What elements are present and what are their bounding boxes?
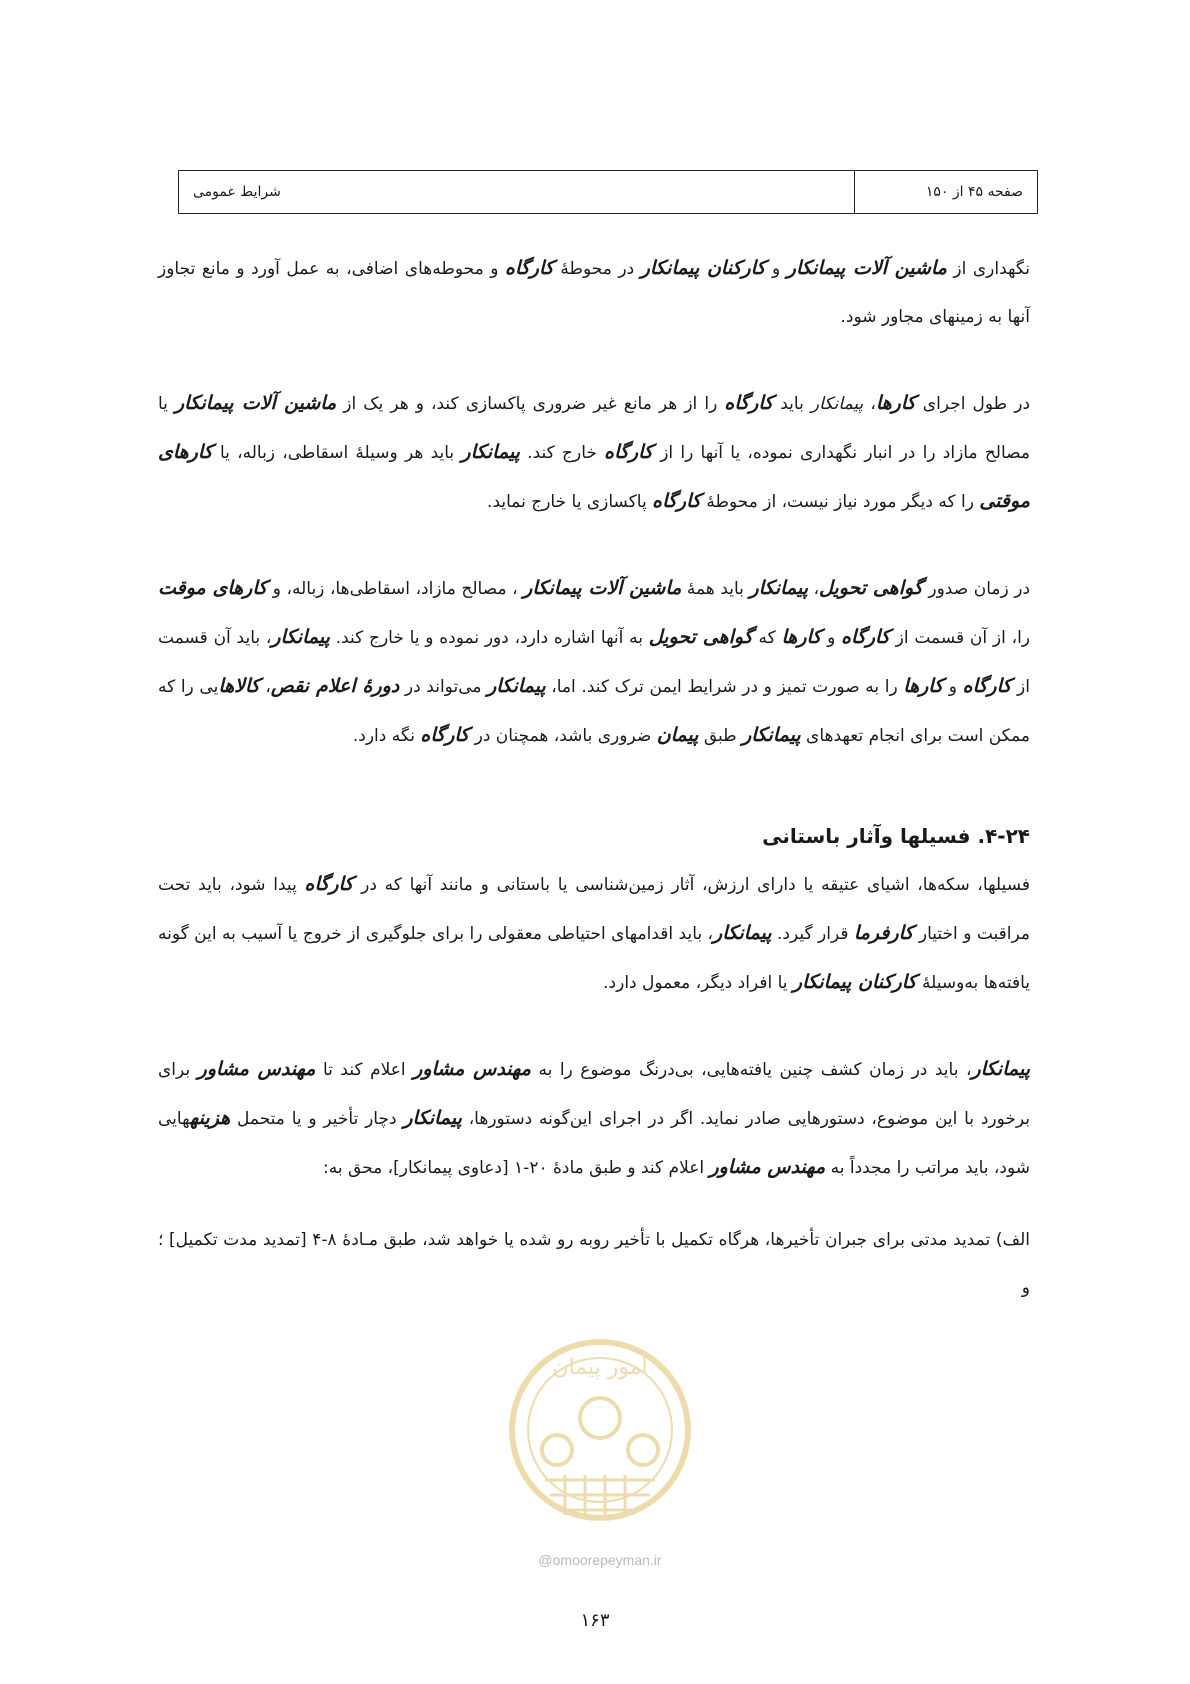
text: ، باید اقدامهای احتیاطی معقولی را برای جلوگیری از خروج یا آسیب به این گونه یافته‌ها به‌وسیلهٔ (158, 924, 1030, 993)
page-header (178, 170, 1038, 214)
text: هایی شود، باید مراتب را مجدداً به (158, 1109, 1030, 1178)
term: کارگاه (505, 257, 554, 279)
term: کارگاه (304, 873, 354, 895)
term: کارفرما (853, 922, 914, 944)
text: را، از آن قسمت از (889, 628, 1030, 648)
term: پیمانکار (971, 1058, 1030, 1080)
term: ماشین آلات پیمانکار (175, 392, 337, 414)
term: کارگاه (962, 675, 1012, 697)
term: کارکنان پیمانکار (640, 257, 766, 279)
text: الف) تمدید مدتی برای جبران تأخیرها، هرگاه تکمیل با تأخیر روبه رو شده یا خواهد شد، طبق مـادهٔ ۸-۴ [تمدید مدت تکمیل] ؛ و (158, 1230, 1030, 1298)
text: ، (259, 677, 271, 697)
text: باید هر وسیلهٔ اسقاطی، زباله، یا (212, 443, 462, 463)
term: کارهای موقتی (158, 441, 1030, 512)
paragraph-6 (158, 1216, 1030, 1312)
term: پیمانکار (403, 1107, 462, 1129)
text: در زمان صدور (922, 579, 1031, 599)
term: کارگاه (841, 626, 890, 648)
term: ماشین آلات پیمانکار (786, 257, 947, 279)
term: کارگاه (420, 724, 470, 746)
text: نگه دارد. (352, 726, 421, 746)
paragraph-2 (158, 379, 1030, 526)
paragraph-5 (158, 1045, 1030, 1192)
watermark-logo-icon (505, 1330, 695, 1545)
text: در محوطهٔ (553, 259, 641, 279)
text: باید همهٔ (681, 579, 750, 599)
document-body (158, 244, 1030, 1350)
text: طبق (698, 726, 743, 746)
text: ، باید در زمان کشف چنین یافته‌هایی، بی‌درنگ موضوع را به (530, 1060, 972, 1080)
term: کارگاه (724, 392, 774, 414)
page-count-label: صفحه ۴۵ از ۱۵۰ (854, 171, 1037, 213)
text: اعلام کند و طبق مادهٔ ۲۰-۱ [دعاوی پیمانکار]، محق به: (323, 1158, 710, 1178)
term: پیمانکار (487, 675, 546, 697)
term: کارگاه (652, 490, 701, 512)
text: ضروری باشد، همچنان در (469, 726, 657, 746)
text: و (765, 259, 787, 279)
text: باید (773, 394, 811, 414)
term: کارها (781, 626, 822, 648)
text: پاکسازی یا خارج نماید. (487, 492, 653, 512)
text: دچار تأخیر و یا متحمل (230, 1109, 404, 1129)
text: یی را که ممکن است برای انجام تعهدهای (158, 677, 1030, 746)
text: ، (863, 394, 876, 414)
text: را از هر مانع غیر ضروری پاکسازی کند، و هر یک از (336, 394, 725, 414)
text: و (943, 677, 963, 697)
watermark-logo-text: امور پیمان (552, 1355, 648, 1380)
paragraph-3 (158, 564, 1030, 760)
text: اعلام کند تا (315, 1060, 414, 1080)
term: کارهای موقت (158, 577, 268, 599)
term: دورهٔ اعلام نقص (270, 675, 400, 697)
text: در طول اجرای (915, 394, 1031, 414)
term: کالاها (218, 675, 260, 697)
term: پیمانکار (749, 577, 808, 599)
term: پیمانکار (713, 922, 772, 944)
text: و محوطه‌های اضافی، به عمل آورد و مانع تجاوز آنها به زمینهای مجاور شود. (158, 259, 1030, 327)
text: را به صورت تمیز و در شرایط ایمن ترک کند. اما، (545, 677, 904, 697)
text: به آنها اشاره دارد، دور نموده و یا خارج کند. (329, 628, 649, 648)
document-title: شرایط عمومی (193, 184, 281, 200)
term: پیمان (656, 724, 699, 746)
text: که (752, 628, 782, 648)
term: مهندس مشاور (709, 1156, 826, 1178)
paragraph-4 (158, 860, 1030, 1007)
text: را که دیگر مورد نیاز نیست، از محوطهٔ (700, 492, 980, 512)
watermark (505, 1330, 695, 1570)
watermark-url: @omoorepeyman.ir (538, 1552, 662, 1568)
text: می‌تواند در (399, 677, 488, 697)
term: ماشین آلات پیمانکار (523, 577, 682, 599)
term: گواهی تحویل (648, 626, 753, 648)
text: قرار گیرد. (771, 924, 854, 944)
term: مهندس مشاور (413, 1058, 531, 1080)
page-number: ۱۶۳ (580, 1610, 610, 1631)
term: کارها (875, 392, 916, 414)
text: ، مصالح مازاد، اسقاطی‌ها، زباله، و (267, 579, 524, 599)
text: خارج کند. (519, 443, 605, 463)
text: یا مصالح مازاد را در انبار نگهداری نموده، یا آنها را از (158, 394, 1030, 463)
term: کارکنان پیمانکار (792, 971, 917, 993)
term: گواهی تحویل (819, 577, 923, 599)
term-italic: پیمانکار (810, 394, 864, 414)
term: کارها (903, 675, 944, 697)
term: هزینه (189, 1107, 231, 1129)
text: یا افراد دیگر، معمول دارد. (603, 973, 793, 993)
text: فسیلها، سکه‌ها، اشیای عتیقه یا دارای ارزش، آثار زمین‌شناسی یا باستانی و مانند آنها که در (353, 875, 1030, 895)
text: و (821, 628, 842, 648)
text: ، باید آن قسمت از (158, 628, 1030, 697)
text: پیدا شود، باید تحت مراقبت و اختیار (158, 875, 1031, 944)
text: نگهداری از (946, 259, 1030, 279)
term: کارگاه (604, 441, 653, 463)
text: ، (807, 579, 820, 599)
section-heading: ۴-۲۴. فسیلها وآثار باستانی (762, 824, 1030, 848)
term: پیمانکار (742, 724, 801, 746)
term: پیمانکار (271, 626, 330, 648)
paragraph-1 (158, 244, 1030, 341)
term: مهندس مشاور (197, 1058, 316, 1080)
term: پیمانکار (461, 441, 520, 463)
text: برای برخورد با این موضوع، دستورهایی صادر نماید. اگر در اجرای این‌گونه دستورها، (158, 1060, 1031, 1129)
